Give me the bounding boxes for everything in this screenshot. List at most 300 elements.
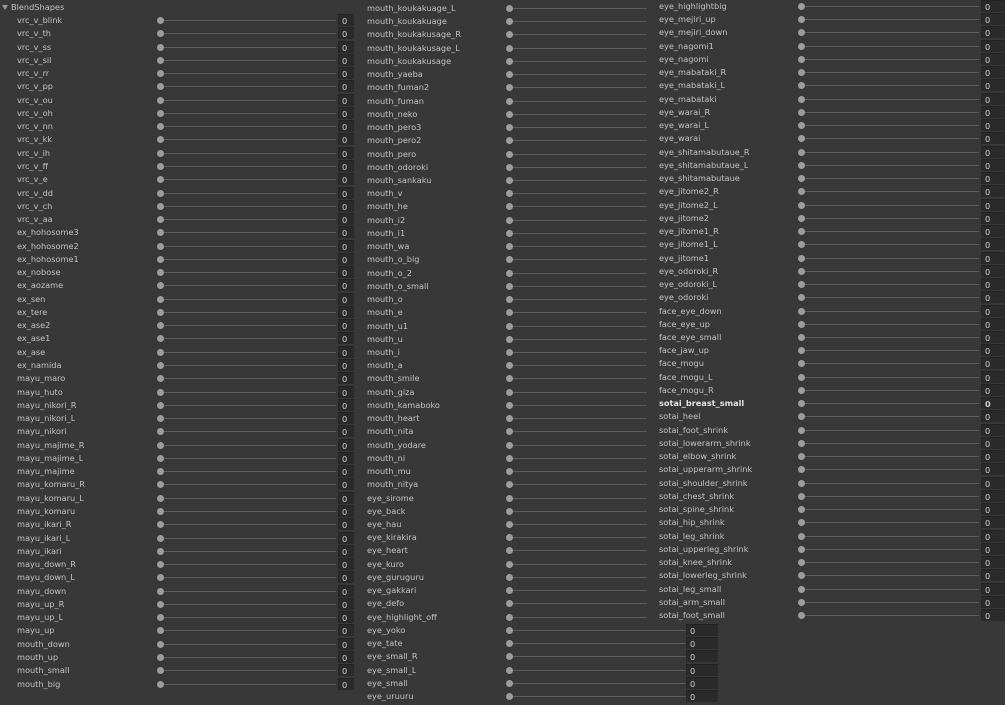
slider-track[interactable] bbox=[160, 577, 336, 578]
slider-track[interactable] bbox=[801, 258, 979, 259]
slider-track[interactable] bbox=[509, 537, 647, 538]
slider-handle[interactable] bbox=[157, 495, 164, 502]
value-field[interactable]: 0 bbox=[981, 450, 1005, 462]
slider-track[interactable] bbox=[801, 549, 979, 550]
slider-track[interactable] bbox=[509, 21, 647, 22]
slider-track[interactable] bbox=[509, 378, 647, 379]
slider-handle[interactable] bbox=[157, 614, 164, 621]
slider-track[interactable] bbox=[160, 630, 336, 631]
value-field[interactable]: 0 bbox=[338, 187, 354, 199]
slider-track[interactable] bbox=[509, 484, 647, 485]
value-field[interactable]: 0 bbox=[981, 424, 1005, 436]
value-field[interactable]: 0 bbox=[338, 306, 354, 318]
slider-track[interactable] bbox=[801, 509, 979, 510]
slider-handle[interactable] bbox=[157, 136, 164, 143]
slider-handle[interactable] bbox=[506, 495, 513, 502]
value-field[interactable]: 0 bbox=[981, 490, 1005, 502]
slider-handle[interactable] bbox=[798, 519, 805, 526]
value-field[interactable]: 0 bbox=[338, 386, 354, 398]
slider-handle[interactable] bbox=[798, 440, 805, 447]
slider-track[interactable] bbox=[801, 271, 979, 272]
value-field[interactable]: 0 bbox=[981, 318, 1005, 330]
slider-track[interactable] bbox=[160, 591, 336, 592]
value-field[interactable]: 0 bbox=[338, 399, 354, 411]
slider-handle[interactable] bbox=[506, 574, 513, 581]
slider-track[interactable] bbox=[160, 670, 336, 671]
value-field[interactable]: 0 bbox=[338, 412, 354, 424]
slider-track[interactable] bbox=[801, 456, 979, 457]
value-field[interactable]: 0 bbox=[981, 331, 1005, 343]
slider-handle[interactable] bbox=[506, 336, 513, 343]
slider-handle[interactable] bbox=[506, 283, 513, 290]
slider-handle[interactable] bbox=[798, 572, 805, 579]
value-field[interactable]: 0 bbox=[338, 492, 354, 504]
slider-handle[interactable] bbox=[798, 400, 805, 407]
value-field[interactable]: 0 bbox=[338, 678, 354, 690]
slider-handle[interactable] bbox=[506, 349, 513, 356]
slider-handle[interactable] bbox=[798, 374, 805, 381]
value-field[interactable]: 0 bbox=[338, 346, 354, 358]
slider-track[interactable] bbox=[801, 469, 979, 470]
slider-track[interactable] bbox=[801, 350, 979, 351]
slider-track[interactable] bbox=[801, 125, 979, 126]
value-field[interactable]: 0 bbox=[338, 160, 354, 172]
slider-handle[interactable] bbox=[157, 362, 164, 369]
slider-handle[interactable] bbox=[157, 123, 164, 130]
slider-handle[interactable] bbox=[798, 480, 805, 487]
slider-track[interactable] bbox=[801, 178, 979, 179]
slider-handle[interactable] bbox=[157, 322, 164, 329]
slider-track[interactable] bbox=[801, 363, 979, 364]
value-field[interactable]: 0 bbox=[338, 558, 354, 570]
value-field[interactable]: 0 bbox=[981, 79, 1005, 91]
slider-track[interactable] bbox=[509, 524, 647, 525]
value-field[interactable]: 0 bbox=[981, 357, 1005, 369]
slider-track[interactable] bbox=[801, 416, 979, 417]
slider-track[interactable] bbox=[160, 644, 336, 645]
value-field[interactable]: 0 bbox=[338, 173, 354, 185]
slider-handle[interactable] bbox=[506, 455, 513, 462]
value-field[interactable]: 0 bbox=[338, 532, 354, 544]
slider-handle[interactable] bbox=[798, 334, 805, 341]
slider-handle[interactable] bbox=[506, 190, 513, 197]
slider-track[interactable] bbox=[801, 403, 979, 404]
slider-track[interactable] bbox=[160, 405, 336, 406]
slider-handle[interactable] bbox=[506, 270, 513, 277]
value-field[interactable]: 0 bbox=[981, 53, 1005, 65]
slider-handle[interactable] bbox=[506, 389, 513, 396]
slider-handle[interactable] bbox=[157, 654, 164, 661]
slider-track[interactable] bbox=[509, 259, 647, 260]
slider-track[interactable] bbox=[160, 392, 336, 393]
slider-track[interactable] bbox=[801, 496, 979, 497]
value-field[interactable]: 0 bbox=[981, 556, 1005, 568]
value-field[interactable]: 0 bbox=[981, 132, 1005, 144]
slider-track[interactable] bbox=[509, 458, 647, 459]
slider-track[interactable] bbox=[801, 46, 979, 47]
slider-track[interactable] bbox=[801, 231, 979, 232]
value-field[interactable]: 0 bbox=[338, 478, 354, 490]
value-field[interactable]: 0 bbox=[338, 638, 354, 650]
slider-track[interactable] bbox=[801, 59, 979, 60]
slider-track[interactable] bbox=[160, 20, 336, 21]
slider-handle[interactable] bbox=[157, 481, 164, 488]
value-field[interactable]: 0 bbox=[981, 569, 1005, 581]
slider-handle[interactable] bbox=[157, 57, 164, 64]
value-field[interactable]: 0 bbox=[338, 293, 354, 305]
slider-track[interactable] bbox=[160, 684, 336, 685]
slider-track[interactable] bbox=[509, 630, 687, 631]
slider-track[interactable] bbox=[801, 443, 979, 444]
slider-handle[interactable] bbox=[157, 681, 164, 688]
slider-track[interactable] bbox=[160, 657, 336, 658]
slider-track[interactable] bbox=[801, 615, 979, 616]
slider-track[interactable] bbox=[509, 312, 647, 313]
slider-track[interactable] bbox=[509, 471, 647, 472]
value-field[interactable]: 0 bbox=[338, 585, 354, 597]
slider-track[interactable] bbox=[801, 430, 979, 431]
slider-handle[interactable] bbox=[157, 335, 164, 342]
slider-handle[interactable] bbox=[157, 667, 164, 674]
slider-handle[interactable] bbox=[506, 362, 513, 369]
slider-track[interactable] bbox=[801, 483, 979, 484]
slider-track[interactable] bbox=[160, 60, 336, 61]
slider-handle[interactable] bbox=[798, 321, 805, 328]
value-field[interactable]: 0 bbox=[981, 172, 1005, 184]
slider-track[interactable] bbox=[160, 431, 336, 432]
slider-track[interactable] bbox=[160, 285, 336, 286]
value-field[interactable]: 0 bbox=[338, 200, 354, 212]
slider-handle[interactable] bbox=[157, 110, 164, 117]
slider-handle[interactable] bbox=[506, 561, 513, 568]
slider-handle[interactable] bbox=[798, 506, 805, 513]
slider-track[interactable] bbox=[160, 126, 336, 127]
slider-handle[interactable] bbox=[157, 508, 164, 515]
slider-track[interactable] bbox=[160, 445, 336, 446]
value-field[interactable]: 0 bbox=[338, 120, 354, 132]
value-field[interactable]: 0 bbox=[338, 54, 354, 66]
value-field[interactable]: 0 bbox=[981, 238, 1005, 250]
slider-handle[interactable] bbox=[157, 30, 164, 37]
slider-handle[interactable] bbox=[157, 163, 164, 170]
slider-handle[interactable] bbox=[157, 375, 164, 382]
slider-handle[interactable] bbox=[157, 176, 164, 183]
slider-handle[interactable] bbox=[506, 442, 513, 449]
slider-handle[interactable] bbox=[157, 97, 164, 104]
slider-handle[interactable] bbox=[506, 58, 513, 65]
slider-handle[interactable] bbox=[157, 349, 164, 356]
slider-track[interactable] bbox=[509, 445, 647, 446]
slider-track[interactable] bbox=[509, 643, 687, 644]
value-field[interactable]: 0 bbox=[981, 609, 1005, 621]
slider-track[interactable] bbox=[801, 205, 979, 206]
value-field[interactable]: 0 bbox=[338, 439, 354, 451]
slider-handle[interactable] bbox=[798, 175, 805, 182]
slider-track[interactable] bbox=[801, 85, 979, 86]
value-field[interactable]: 0 bbox=[338, 372, 354, 384]
value-field[interactable]: 0 bbox=[338, 240, 354, 252]
slider-handle[interactable] bbox=[506, 587, 513, 594]
slider-handle[interactable] bbox=[798, 149, 805, 156]
slider-handle[interactable] bbox=[798, 493, 805, 500]
slider-handle[interactable] bbox=[798, 69, 805, 76]
slider-track[interactable] bbox=[509, 511, 647, 512]
slider-track[interactable] bbox=[509, 564, 647, 565]
value-field[interactable]: 0 bbox=[338, 147, 354, 159]
value-field[interactable]: 0 bbox=[686, 624, 718, 636]
value-field[interactable]: 0 bbox=[338, 571, 354, 583]
slider-handle[interactable] bbox=[506, 18, 513, 25]
slider-track[interactable] bbox=[160, 604, 336, 605]
slider-track[interactable] bbox=[801, 138, 979, 139]
blendshapes-foldout-header[interactable] bbox=[0, 0, 360, 14]
value-field[interactable]: 0 bbox=[981, 185, 1005, 197]
slider-handle[interactable] bbox=[798, 413, 805, 420]
slider-handle[interactable] bbox=[506, 309, 513, 316]
value-field[interactable]: 0 bbox=[338, 226, 354, 238]
slider-handle[interactable] bbox=[157, 389, 164, 396]
slider-handle[interactable] bbox=[798, 533, 805, 540]
value-field[interactable]: 0 bbox=[338, 319, 354, 331]
slider-track[interactable] bbox=[509, 273, 647, 274]
foldout-arrow-icon[interactable] bbox=[2, 5, 8, 10]
slider-handle[interactable] bbox=[798, 82, 805, 89]
slider-handle[interactable] bbox=[798, 255, 805, 262]
slider-handle[interactable] bbox=[506, 481, 513, 488]
slider-handle[interactable] bbox=[798, 43, 805, 50]
slider-track[interactable] bbox=[801, 32, 979, 33]
slider-handle[interactable] bbox=[798, 16, 805, 23]
slider-handle[interactable] bbox=[506, 5, 513, 12]
slider-track[interactable] bbox=[509, 577, 647, 578]
value-field[interactable]: 0 bbox=[686, 650, 718, 662]
slider-handle[interactable] bbox=[157, 442, 164, 449]
slider-track[interactable] bbox=[509, 498, 647, 499]
slider-track[interactable] bbox=[801, 377, 979, 378]
slider-handle[interactable] bbox=[798, 268, 805, 275]
value-field[interactable]: 0 bbox=[981, 291, 1005, 303]
slider-track[interactable] bbox=[509, 299, 647, 300]
slider-track[interactable] bbox=[160, 193, 336, 194]
value-field[interactable]: 0 bbox=[981, 344, 1005, 356]
slider-track[interactable] bbox=[509, 365, 647, 366]
value-field[interactable]: 0 bbox=[338, 452, 354, 464]
value-field[interactable]: 0 bbox=[981, 146, 1005, 158]
slider-handle[interactable] bbox=[798, 546, 805, 553]
slider-track[interactable] bbox=[160, 551, 336, 552]
slider-track[interactable] bbox=[801, 72, 979, 73]
slider-track[interactable] bbox=[801, 575, 979, 576]
slider-handle[interactable] bbox=[798, 347, 805, 354]
slider-track[interactable] bbox=[801, 218, 979, 219]
slider-handle[interactable] bbox=[157, 455, 164, 462]
slider-track[interactable] bbox=[160, 564, 336, 565]
slider-track[interactable] bbox=[509, 167, 647, 168]
value-field[interactable]: 0 bbox=[981, 225, 1005, 237]
slider-track[interactable] bbox=[801, 522, 979, 523]
slider-track[interactable] bbox=[509, 326, 647, 327]
value-field[interactable]: 0 bbox=[981, 26, 1005, 38]
value-field[interactable]: 0 bbox=[981, 305, 1005, 317]
value-field[interactable]: 0 bbox=[981, 437, 1005, 449]
slider-track[interactable] bbox=[160, 352, 336, 353]
slider-track[interactable] bbox=[160, 418, 336, 419]
slider-handle[interactable] bbox=[506, 164, 513, 171]
slider-handle[interactable] bbox=[506, 402, 513, 409]
slider-track[interactable] bbox=[509, 180, 647, 181]
value-field[interactable]: 0 bbox=[981, 503, 1005, 515]
slider-handle[interactable] bbox=[506, 667, 513, 674]
slider-handle[interactable] bbox=[157, 83, 164, 90]
value-field[interactable]: 0 bbox=[338, 505, 354, 517]
slider-handle[interactable] bbox=[157, 415, 164, 422]
value-field[interactable]: 0 bbox=[686, 637, 718, 649]
slider-track[interactable] bbox=[160, 86, 336, 87]
value-field[interactable]: 0 bbox=[338, 425, 354, 437]
slider-handle[interactable] bbox=[157, 44, 164, 51]
slider-handle[interactable] bbox=[157, 243, 164, 250]
value-field[interactable]: 0 bbox=[981, 252, 1005, 264]
slider-handle[interactable] bbox=[506, 653, 513, 660]
slider-handle[interactable] bbox=[798, 135, 805, 142]
value-field[interactable]: 0 bbox=[981, 477, 1005, 489]
slider-handle[interactable] bbox=[157, 521, 164, 528]
value-field[interactable]: 0 bbox=[338, 94, 354, 106]
slider-track[interactable] bbox=[160, 153, 336, 154]
slider-track[interactable] bbox=[509, 127, 647, 128]
slider-track[interactable] bbox=[509, 656, 687, 657]
slider-track[interactable] bbox=[509, 352, 647, 353]
slider-handle[interactable] bbox=[157, 574, 164, 581]
slider-handle[interactable] bbox=[798, 3, 805, 10]
slider-handle[interactable] bbox=[506, 640, 513, 647]
slider-handle[interactable] bbox=[157, 535, 164, 542]
value-field[interactable]: 0 bbox=[686, 690, 718, 702]
value-field[interactable]: 0 bbox=[981, 278, 1005, 290]
slider-track[interactable] bbox=[801, 602, 979, 603]
slider-track[interactable] bbox=[509, 8, 647, 9]
slider-track[interactable] bbox=[509, 246, 647, 247]
slider-track[interactable] bbox=[509, 48, 647, 49]
slider-handle[interactable] bbox=[506, 693, 513, 700]
slider-handle[interactable] bbox=[506, 680, 513, 687]
value-field[interactable]: 0 bbox=[338, 41, 354, 53]
value-field[interactable]: 0 bbox=[338, 465, 354, 477]
slider-handle[interactable] bbox=[506, 31, 513, 38]
slider-track[interactable] bbox=[801, 152, 979, 153]
slider-handle[interactable] bbox=[798, 109, 805, 116]
value-field[interactable]: 0 bbox=[338, 624, 354, 636]
slider-handle[interactable] bbox=[506, 468, 513, 475]
slider-track[interactable] bbox=[509, 603, 647, 604]
slider-handle[interactable] bbox=[506, 521, 513, 528]
slider-handle[interactable] bbox=[798, 96, 805, 103]
value-field[interactable]: 0 bbox=[338, 611, 354, 623]
slider-handle[interactable] bbox=[157, 282, 164, 289]
slider-handle[interactable] bbox=[798, 612, 805, 619]
value-field[interactable]: 0 bbox=[338, 27, 354, 39]
value-field[interactable]: 0 bbox=[338, 664, 354, 676]
slider-handle[interactable] bbox=[506, 508, 513, 515]
value-field[interactable]: 0 bbox=[981, 0, 1005, 12]
slider-handle[interactable] bbox=[157, 402, 164, 409]
slider-handle[interactable] bbox=[798, 162, 805, 169]
value-field[interactable]: 0 bbox=[981, 410, 1005, 422]
slider-track[interactable] bbox=[160, 73, 336, 74]
value-field[interactable]: 0 bbox=[338, 359, 354, 371]
slider-handle[interactable] bbox=[157, 150, 164, 157]
value-field[interactable]: 0 bbox=[338, 651, 354, 663]
slider-track[interactable] bbox=[160, 100, 336, 101]
slider-track[interactable] bbox=[160, 325, 336, 326]
slider-handle[interactable] bbox=[798, 188, 805, 195]
slider-handle[interactable] bbox=[798, 228, 805, 235]
slider-track[interactable] bbox=[801, 165, 979, 166]
slider-handle[interactable] bbox=[157, 468, 164, 475]
slider-track[interactable] bbox=[801, 589, 979, 590]
slider-track[interactable] bbox=[509, 206, 647, 207]
slider-handle[interactable] bbox=[157, 269, 164, 276]
slider-track[interactable] bbox=[509, 286, 647, 287]
slider-track[interactable] bbox=[160, 219, 336, 220]
slider-handle[interactable] bbox=[798, 466, 805, 473]
slider-track[interactable] bbox=[509, 74, 647, 75]
slider-handle[interactable] bbox=[157, 229, 164, 236]
value-field[interactable]: 0 bbox=[338, 80, 354, 92]
value-field[interactable]: 0 bbox=[981, 13, 1005, 25]
slider-handle[interactable] bbox=[798, 122, 805, 129]
value-field[interactable]: 0 bbox=[338, 107, 354, 119]
value-field[interactable]: 0 bbox=[981, 40, 1005, 52]
slider-track[interactable] bbox=[509, 696, 687, 697]
slider-track[interactable] bbox=[160, 179, 336, 180]
slider-track[interactable] bbox=[160, 47, 336, 48]
value-field[interactable]: 0 bbox=[338, 279, 354, 291]
slider-track[interactable] bbox=[160, 511, 336, 512]
slider-track[interactable] bbox=[160, 498, 336, 499]
slider-handle[interactable] bbox=[157, 70, 164, 77]
slider-track[interactable] bbox=[509, 431, 647, 432]
slider-handle[interactable] bbox=[506, 45, 513, 52]
slider-handle[interactable] bbox=[506, 323, 513, 330]
slider-track[interactable] bbox=[509, 220, 647, 221]
slider-handle[interactable] bbox=[798, 559, 805, 566]
slider-track[interactable] bbox=[160, 378, 336, 379]
slider-handle[interactable] bbox=[798, 202, 805, 209]
value-field[interactable]: 0 bbox=[338, 266, 354, 278]
slider-track[interactable] bbox=[509, 392, 647, 393]
slider-track[interactable] bbox=[801, 99, 979, 100]
slider-handle[interactable] bbox=[506, 415, 513, 422]
slider-track[interactable] bbox=[160, 617, 336, 618]
slider-track[interactable] bbox=[509, 233, 647, 234]
value-field[interactable]: 0 bbox=[981, 265, 1005, 277]
slider-track[interactable] bbox=[160, 232, 336, 233]
value-field[interactable]: 0 bbox=[338, 253, 354, 265]
slider-track[interactable] bbox=[160, 538, 336, 539]
slider-handle[interactable] bbox=[506, 203, 513, 210]
slider-track[interactable] bbox=[160, 524, 336, 525]
slider-handle[interactable] bbox=[506, 256, 513, 263]
slider-track[interactable] bbox=[509, 405, 647, 406]
value-field[interactable]: 0 bbox=[981, 463, 1005, 475]
value-field[interactable]: 0 bbox=[338, 67, 354, 79]
value-field[interactable]: 0 bbox=[981, 371, 1005, 383]
slider-handle[interactable] bbox=[157, 296, 164, 303]
slider-track[interactable] bbox=[801, 19, 979, 20]
slider-track[interactable] bbox=[509, 418, 647, 419]
slider-track[interactable] bbox=[509, 670, 687, 671]
